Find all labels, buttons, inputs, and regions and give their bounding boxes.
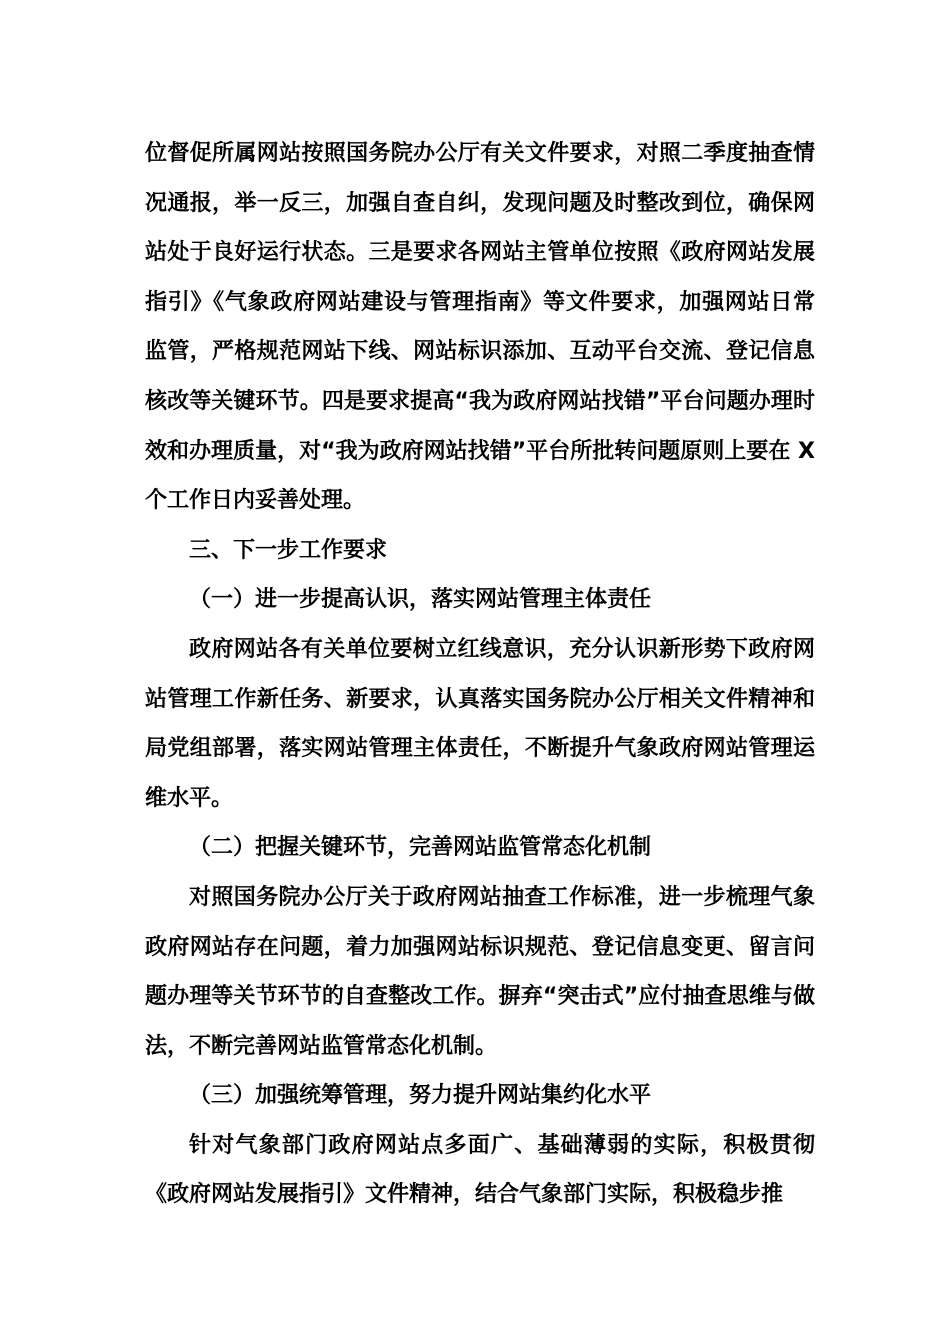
subsection-heading: （二）把握关键环节，完善网站监管常态化机制: [189, 835, 652, 861]
body-paragraph: 对照国务院办公厅关于政府网站抽查工作标准，进一步梳理气象政府网站存在问题，着力加强网站标识规范、登记信息变更、留言问题办理等关节环节的自查整改工作。摒弃“突击式”应付抽查思维与做法，不断完善网站监管常态化机制。: [145, 884, 815, 1059]
body-paragraph: 位督促所属网站按照国务院办公厅有关文件要求，对照二季度抽查情况通报，举一反三，加强自查自纠，发现问题及时整改到位，确保网站处于良好运行状态。三是要求各网站主管单位按照《政府网站发展指引》《气象政府网站建设与管理指南》等文件要求，加强网站日常监管，严格规范网站下线、网站标识添加、互动平台交流、登记信息核改等关键环节。四是要求提高“我为政府网站找错”平台问题办理时效和办理质量，对“我为政府网站找错”平台所批转问题原则上要在 X 个工作日内妥善处理。: [145, 141, 815, 514]
document-body: [145, 129, 815, 1220]
subsection-heading: （三）加强统筹管理，努力提升网站集约化水平: [189, 1083, 652, 1109]
body-paragraph: 政府网站各有关单位要树立红线意识，充分认识新形势下政府网站管理工作新任务、新要求，认真落实国务院办公厅相关文件精神和局党组部署，落实网站管理主体责任，不断提升气象政府网站管理运维水平。: [145, 636, 815, 811]
subsection-heading: （一）进一步提高认识，落实网站管理主体责任: [189, 587, 652, 613]
body-paragraph: 针对气象部门政府网站点多面广、基础薄弱的实际，积极贯彻《政府网站发展指引》文件精神，结合气象部门实际，积极稳步推: [145, 1132, 815, 1208]
section-heading: 三、下一步工作要求: [189, 537, 388, 563]
